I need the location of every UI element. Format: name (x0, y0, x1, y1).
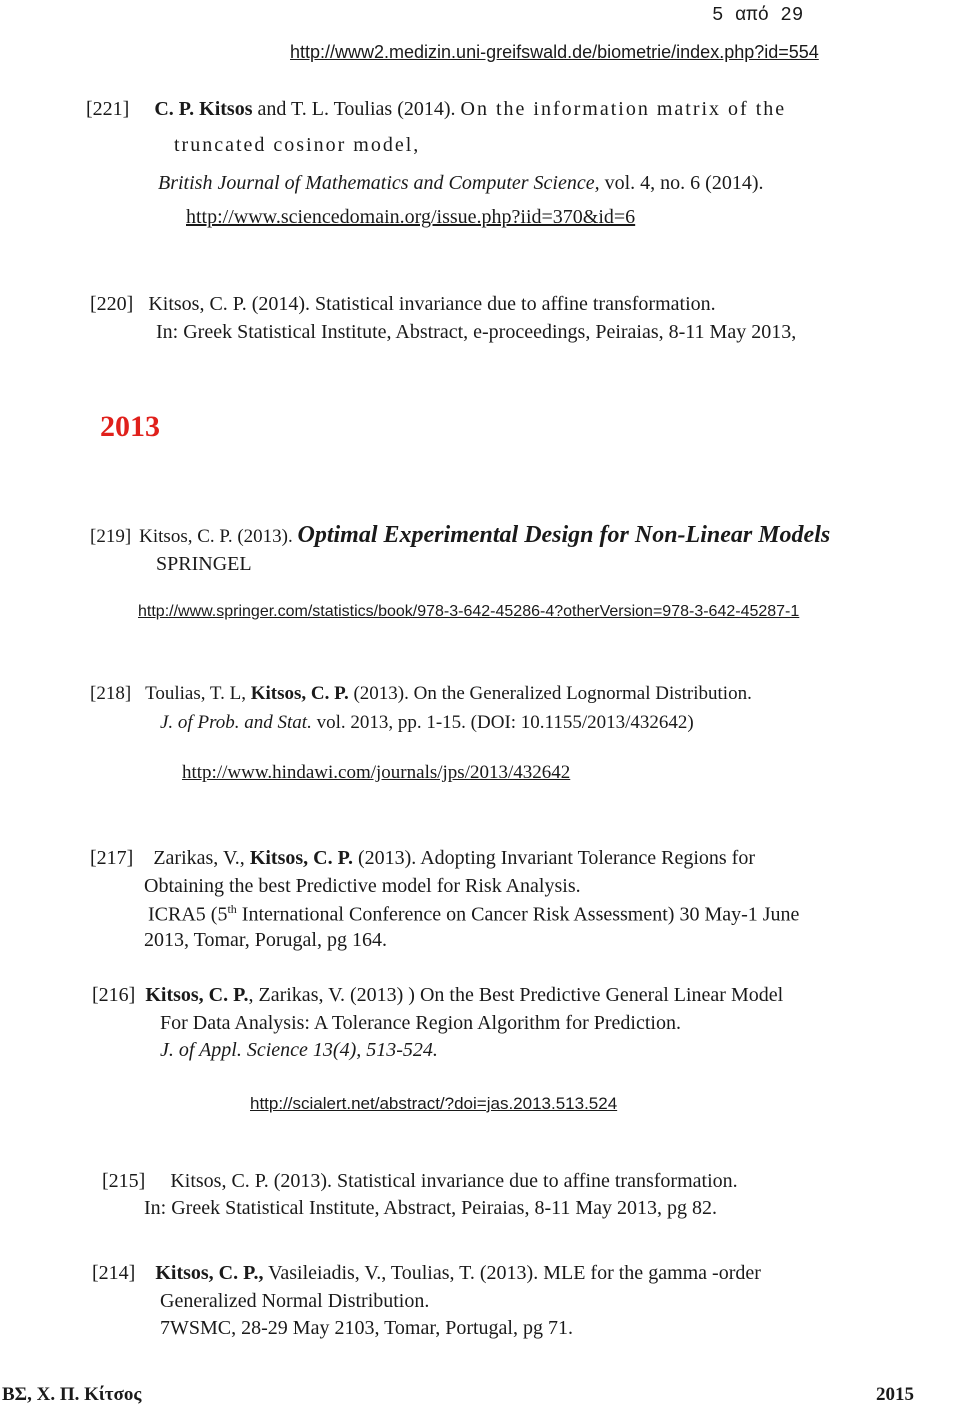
entry-217-authors-a: Zarikas, V., (153, 847, 250, 869)
entry-217-number: [217] (90, 847, 134, 869)
footer-year: 2015 (876, 1384, 914, 1405)
page-number: 5 από 29 (712, 4, 804, 26)
entry-221-journal-line (158, 172, 764, 195)
entry-221-title-a: On the information matrix of the (460, 98, 787, 120)
footer-author: ΒΣ, Χ. Π. Κίτσος (2, 1384, 142, 1405)
entry-214-line3: 7WSMC, 28-29 May 2103, Tomar, Portugal, pg 71. (160, 1317, 573, 1339)
entry-221-line1 (86, 98, 786, 121)
entry-218-link[interactable]: http://www.hindawi.com/journals/jps/2013/432642 (182, 762, 571, 783)
entry-217-conf-a: ICRA5 (5 (148, 903, 228, 926)
entry-221-journal: British Journal of Mathematics and Computer Science, (158, 172, 600, 194)
entry-214-number: [214] (92, 1262, 136, 1284)
entry-220-text1: Kitsos, C. P. (2014). Statistical invariance due to affine transformation. (148, 293, 716, 315)
entry-217-line4: 2013, Tomar, Porugal, pg 164. (144, 929, 387, 951)
entry-221-number: [221] (86, 98, 130, 120)
entry-219-number: [219] (90, 526, 132, 547)
entry-214-line2: Generalized Normal Distribution. (160, 1290, 430, 1312)
entry-220-line1 (90, 293, 716, 316)
entry-220-line2: In: Greek Statistical Institute, Abstract, e-proceedings, Peiraias, 8-11 May 2013, (156, 321, 797, 343)
entry-216-author-bold: Kitsos, C. P. (145, 984, 249, 1006)
entry-216-line1 (92, 984, 783, 1007)
entry-217-line1 (90, 847, 755, 870)
entry-215-number: [215] (102, 1170, 146, 1192)
entry-216-link[interactable]: http://scialert.net/abstract/?doi=jas.2013.513.524 (250, 1094, 618, 1113)
entry-218-journal: J. of Prob. and Stat. (160, 712, 312, 733)
entry-216-line2: For Data Analysis: A Tolerance Region Algorithm for Prediction. (160, 1012, 681, 1034)
entry-216-journal: J. of Appl. Science 13(4), 513-524. (160, 1039, 438, 1061)
entry-221-title-b: truncated cosinor model, (174, 134, 421, 156)
entry-218-author-bold: Kitsos, C. P. (250, 683, 349, 704)
entry-217-line2: Obtaining the best Predictive model for Risk Analysis. (144, 875, 581, 897)
entry-218-number: [218] (90, 683, 132, 704)
entry-214-text1: Vasileiadis, V., Toulias, T. (2013). MLE for the gamma -order (263, 1262, 761, 1284)
entry-219-line1 (90, 522, 830, 549)
entry-217-line3 (148, 902, 799, 927)
entry-218-details: vol. 2013, pp. 1-15. (DOI: 10.1155/2013/432642) (311, 712, 694, 733)
entry-219-authors: Kitsos, C. P. (2013). (139, 526, 298, 547)
entry-217-conf-b: International Conference on Cancer Risk Assessment) 30 May-1 June (236, 903, 800, 926)
entry-215-line1 (102, 1170, 738, 1193)
entry-219-title: Optimal Experimental Design for Non-Linear Models (297, 522, 831, 548)
entry-218-line1 (90, 683, 752, 705)
entry-218-authors-a: Toulias, T. L, (145, 683, 251, 704)
entry-221-link[interactable]: http://www.sciencedomain.org/issue.php?iid=370&id=6 (186, 206, 636, 228)
entry-216-text1: , Zarikas, V. (2013) ) On the Best Predictive General Linear Model (248, 984, 784, 1006)
entry-217-author-bold: Kitsos, C. P. (249, 847, 353, 869)
entry-218-line2 (160, 712, 694, 734)
entry-217-conf-sup: th (227, 902, 237, 916)
entry-221-vol: vol. 4, no. 6 (2014). (599, 172, 764, 194)
entry-220-number: [220] (90, 293, 134, 315)
year-heading-2013: 2013 (100, 410, 160, 443)
entry-217-text1: (2013). Adopting Invariant Tolerance Regions for (352, 847, 756, 869)
entry-221-authors: and T. L. Toulias (2014). (252, 98, 461, 120)
entry-214-author-bold: Kitsos, C. P., (155, 1262, 264, 1284)
entry-221-author-bold: C. P. Kitsos (154, 98, 253, 120)
entry-219-publisher: SPRINGEL (156, 553, 252, 575)
entry-216-number: [216] (92, 984, 136, 1006)
top-link[interactable]: http://www2.medizin.uni-greifswald.de/biometrie/index.php?id=554 (290, 42, 819, 62)
entry-215-text1: Kitsos, C. P. (2013). Statistical invariance due to affine transformation. (170, 1170, 738, 1192)
entry-215-line2: In: Greek Statistical Institute, Abstract, Peiraias, 8-11 May 2013, pg 82. (144, 1197, 718, 1219)
entry-218-title: (2013). On the Generalized Lognormal Distribution. (348, 683, 752, 704)
entry-214-line1 (92, 1262, 761, 1285)
entry-219-link[interactable]: http://www.springer.com/statistics/book/978-3-642-45286-4?otherVersion=978-3-642-45287-1 (138, 603, 800, 620)
